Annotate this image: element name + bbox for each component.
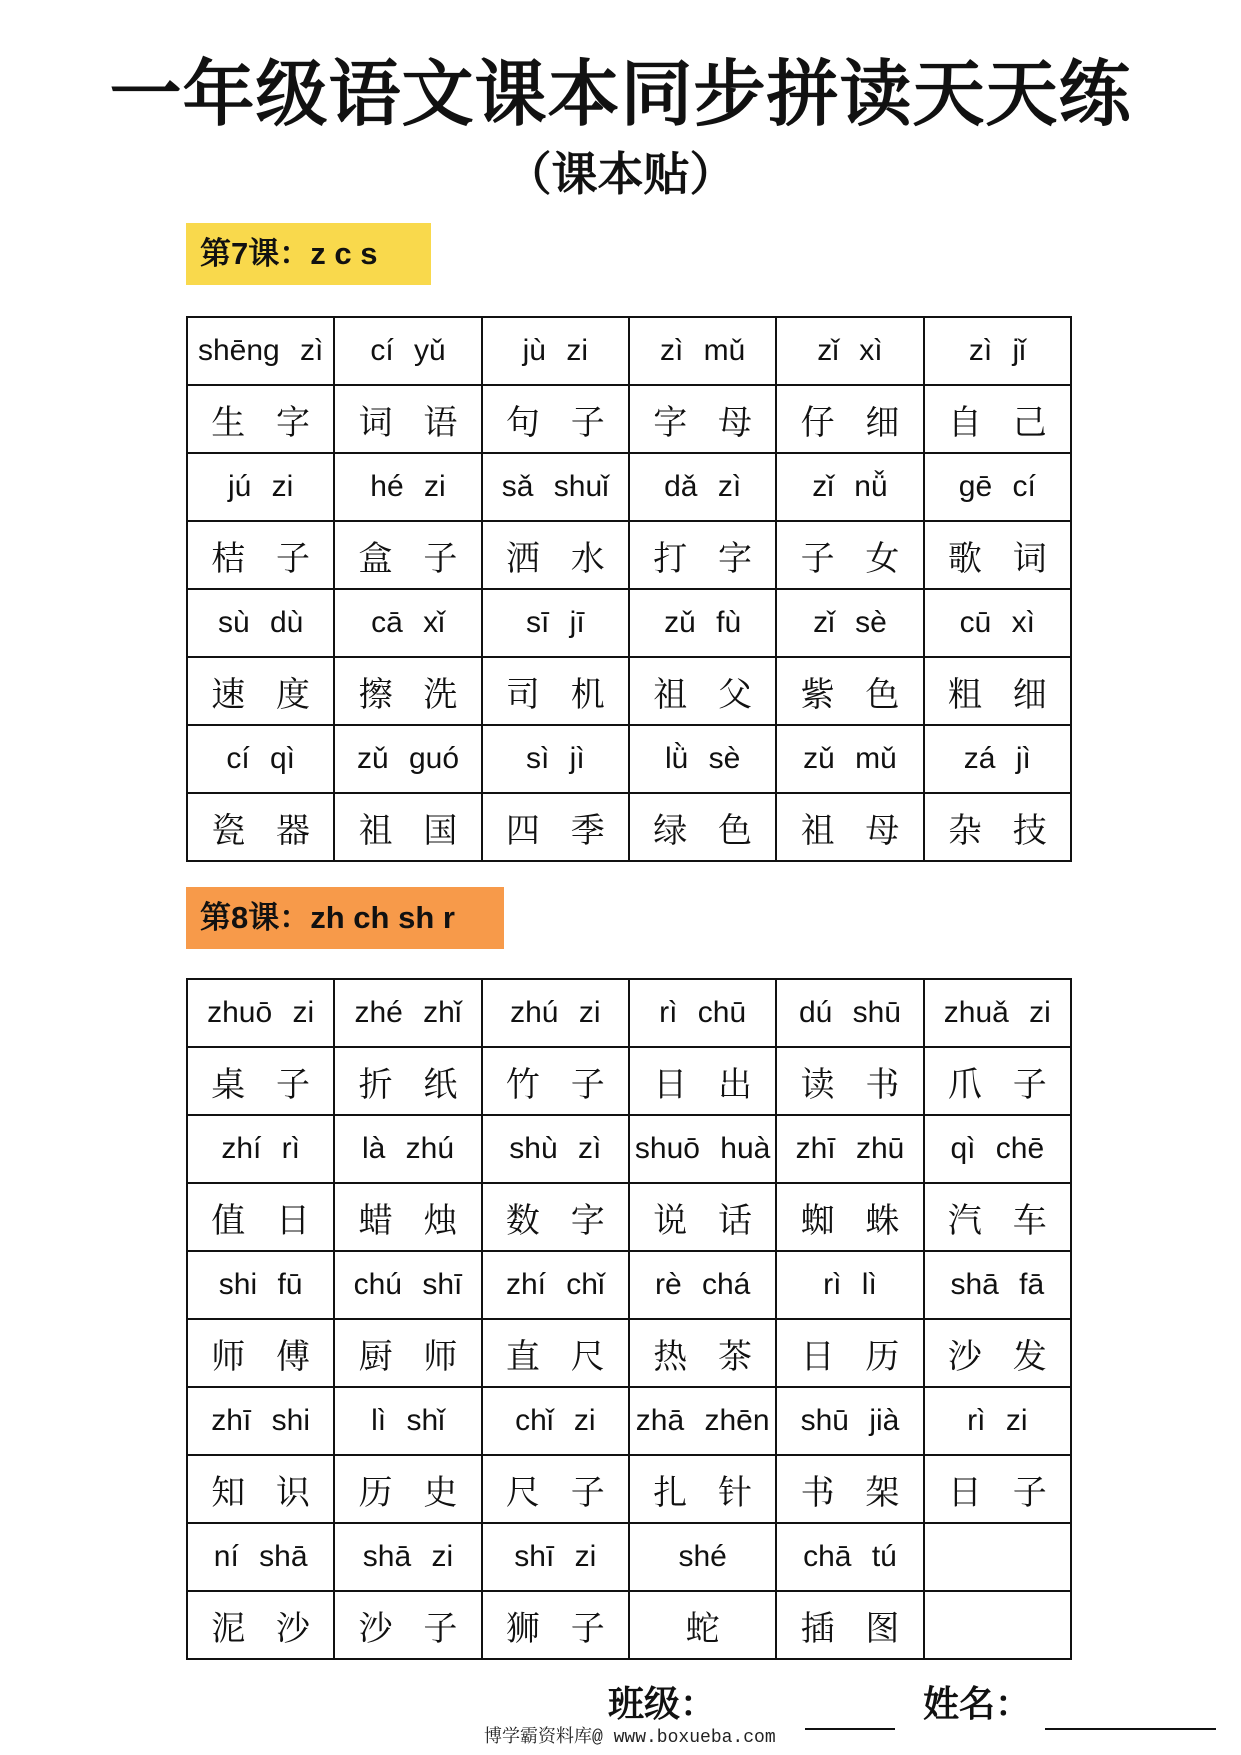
pinyin-cell: zhī shi [187,1387,334,1455]
hanzi-cell: 历 史 [334,1455,481,1523]
hanzi-cell: 祖 父 [629,657,776,725]
watermark: 博学霸资料库@ www.boxueba.com [484,1728,776,1748]
pinyin-cell: zhā zhēn [629,1387,776,1455]
hanzi-cell: 书 架 [776,1455,923,1523]
table-row [187,725,1071,793]
hanzi-cell: 歌 词 [924,521,1071,589]
hanzi-cell: 狮 子 [482,1591,629,1659]
hanzi-cell: 扎 针 [629,1455,776,1523]
hanzi-cell: 擦 洗 [334,657,481,725]
pinyin-cell: shuō huà [629,1115,776,1183]
pinyin-cell: shū jià [776,1387,923,1455]
hanzi-cell: 汽 车 [924,1183,1071,1251]
hanzi-cell: 折 纸 [334,1047,481,1115]
pinyin-cell: zǐ xì [776,317,923,385]
pinyin-cell: zǔ fù [629,589,776,657]
page-title: 一年级语文课本同步拼读天天练 [109,55,1132,135]
hanzi-cell: 桔 子 [187,521,334,589]
hanzi-cell: 字 母 [629,385,776,453]
table-row [187,453,1071,521]
table-row [187,1387,1071,1455]
table-row [187,793,1071,861]
hanzi-cell: 盒 子 [334,521,481,589]
hanzi-cell: 蛇 [629,1591,776,1659]
hanzi-cell: 打 字 [629,521,776,589]
table-row [187,1455,1071,1523]
table-row [187,317,1071,385]
hanzi-cell: 句 子 [482,385,629,453]
pinyin-cell: shi fū [187,1251,334,1319]
hanzi-cell: 桌 子 [187,1047,334,1115]
pinyin-cell: cí qì [187,725,334,793]
hanzi-cell: 紫 色 [776,657,923,725]
pinyin-cell: zá jì [924,725,1071,793]
pinyin-cell: hé zi [334,453,481,521]
pinyin-cell: zì mǔ [629,317,776,385]
table-row [187,1523,1071,1591]
pinyin-cell: cí yǔ [334,317,481,385]
hanzi-cell: 读 书 [776,1047,923,1115]
table-row [187,979,1071,1047]
pinyin-cell: zǔ mǔ [776,725,923,793]
hanzi-cell: 祖 国 [334,793,481,861]
pinyin-cell: gē cí [924,453,1071,521]
hanzi-cell: 蜡 烛 [334,1183,481,1251]
pinyin-cell: zì jǐ [924,317,1071,385]
pinyin-cell: shā fā [924,1251,1071,1319]
hanzi-cell: 直 尺 [482,1319,629,1387]
hanzi-cell: 日 历 [776,1319,923,1387]
hanzi-cell: 竹 子 [482,1047,629,1115]
hanzi-cell: 日 子 [924,1455,1071,1523]
pinyin-cell: chú shī [334,1251,481,1319]
pinyin-cell: dǎ zì [629,453,776,521]
pinyin-cell: rì chū [629,979,776,1047]
name-label: 姓名： [923,1683,1032,1724]
pinyin-cell: zǔ guó [334,725,481,793]
pinyin-cell: zǐ sè [776,589,923,657]
table-row [187,521,1071,589]
hanzi-cell: 热 茶 [629,1319,776,1387]
class-blank-line [805,1728,895,1730]
pinyin-cell: sǎ shuǐ [482,453,629,521]
pinyin-cell: zhī zhū [776,1115,923,1183]
hanzi-cell: 祖 母 [776,793,923,861]
pinyin-cell: cū xì [924,589,1071,657]
pinyin-cell: rì zi [924,1387,1071,1455]
pinyin-cell: lǜ sè [629,725,776,793]
hanzi-cell: 沙 子 [334,1591,481,1659]
hanzi-cell: 日 出 [629,1047,776,1115]
hanzi-cell: 值 日 [187,1183,334,1251]
pinyin-cell: rè chá [629,1251,776,1319]
pinyin-cell: qì chē [924,1115,1071,1183]
hanzi-cell: 绿 色 [629,793,776,861]
pinyin-cell: là zhú [334,1115,481,1183]
pinyin-cell: shī zi [482,1523,629,1591]
lesson7-label: 第7课：z c s [186,223,431,285]
pinyin-cell: zhí chǐ [482,1251,629,1319]
pinyin-cell: lì shǐ [334,1387,481,1455]
hanzi-cell: 子 女 [776,521,923,589]
pinyin-cell: cā xǐ [334,589,481,657]
pinyin-cell: dú shū [776,979,923,1047]
pinyin-cell: jú zi [187,453,334,521]
table-row [187,1115,1071,1183]
hanzi-cell: 司 机 [482,657,629,725]
table-row [187,385,1071,453]
pinyin-cell: sī jī [482,589,629,657]
pinyin-cell: zhuō zi [187,979,334,1047]
name-blank-line [1045,1728,1216,1730]
table-row [187,1319,1071,1387]
hanzi-cell: 仔 细 [776,385,923,453]
hanzi-cell: 沙 发 [924,1319,1071,1387]
pinyin-cell: zhuǎ zi [924,979,1071,1047]
pinyin-cell: rì lì [776,1251,923,1319]
hanzi-cell: 杂 技 [924,793,1071,861]
hanzi-cell [924,1591,1071,1659]
hanzi-cell: 插 图 [776,1591,923,1659]
hanzi-cell: 生 字 [187,385,334,453]
pinyin-cell: shé [629,1523,776,1591]
table-row [187,1047,1071,1115]
table-row [187,1183,1071,1251]
pinyin-cell: jù zi [482,317,629,385]
hanzi-cell: 数 字 [482,1183,629,1251]
hanzi-cell: 师 傅 [187,1319,334,1387]
hanzi-cell: 泥 沙 [187,1591,334,1659]
pinyin-cell [924,1523,1071,1591]
hanzi-cell: 瓷 器 [187,793,334,861]
hanzi-cell: 速 度 [187,657,334,725]
hanzi-cell: 尺 子 [482,1455,629,1523]
lesson7-table [186,316,1072,862]
hanzi-cell: 自 己 [924,385,1071,453]
table-row [187,589,1071,657]
table-row [187,657,1071,725]
pinyin-cell: sì jì [482,725,629,793]
pinyin-cell: zhé zhǐ [334,979,481,1047]
class-label: 班级： [608,1683,717,1724]
hanzi-cell: 说 话 [629,1183,776,1251]
pinyin-cell: chā tú [776,1523,923,1591]
hanzi-cell: 粗 细 [924,657,1071,725]
hanzi-cell: 蜘 蛛 [776,1183,923,1251]
hanzi-cell: 知 识 [187,1455,334,1523]
hanzi-cell: 词 语 [334,385,481,453]
pinyin-cell: shā zi [334,1523,481,1591]
pinyin-cell: sù dù [187,589,334,657]
table-row [187,1251,1071,1319]
pinyin-cell: zhú zi [482,979,629,1047]
pinyin-cell: zhí rì [187,1115,334,1183]
pinyin-cell: zǐ nǚ [776,453,923,521]
pinyin-cell: ní shā [187,1523,334,1591]
pinyin-cell: shù zì [482,1115,629,1183]
lesson8-table [186,978,1072,1660]
pinyin-cell: chǐ zi [482,1387,629,1455]
hanzi-cell: 爪 子 [924,1047,1071,1115]
pinyin-cell: shēng zì [187,317,334,385]
hanzi-cell: 厨 师 [334,1319,481,1387]
hanzi-cell: 洒 水 [482,521,629,589]
lesson8-label: 第8课：zh ch sh r [186,887,504,949]
hanzi-cell: 四 季 [482,793,629,861]
page-subtitle: （课本贴） [505,148,736,200]
table-row [187,1591,1071,1659]
